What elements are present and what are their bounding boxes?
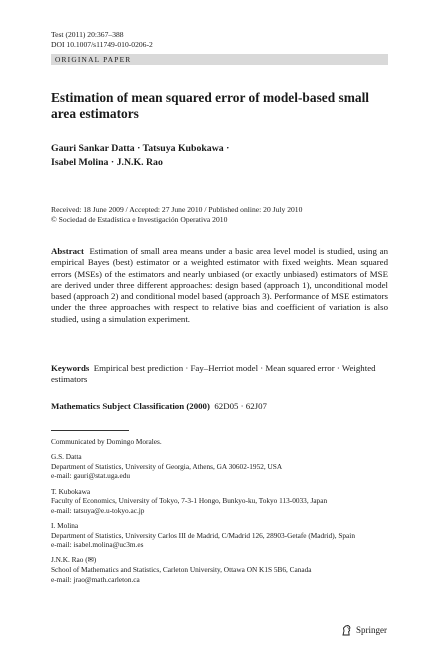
doi: DOI 10.1007/s11749-010-0206-2	[51, 40, 153, 49]
affiliation-address: Faculty of Economics, University of Tokyo, 7-3-1 Hongo, Bunkyo-ku, Tokyo 113-0033, Japan	[51, 496, 328, 506]
abstract-label: Abstract	[51, 246, 84, 256]
author-line-1: Gauri Sankar Datta · Tatsuya Kubokawa ·	[51, 143, 230, 154]
email-link[interactable]: tatsuya@e.u-tokyo.ac.jp	[73, 505, 145, 515]
affiliation-address: Department of Statistics, University Carlos III de Madrid, C/Madrid 126, 28903-Getafe (Madrid), Spain	[51, 530, 355, 540]
affiliation-address: Department of Statistics, University of Georgia, Athens, GA 30602-1952, USA	[51, 461, 283, 471]
affiliation-name: I. Molina	[51, 520, 79, 530]
copyright-line: © Sociedad de Estadística e Investigación Operativa 2010	[51, 215, 228, 225]
email-link[interactable]: jrao@math.carleton.ca	[73, 574, 140, 584]
abstract	[51, 246, 388, 325]
author-affiliation	[51, 452, 388, 481]
affiliation-email-row	[51, 471, 388, 481]
publisher-name: Springer	[356, 625, 387, 635]
msc-codes: 62D05 · 62J07	[214, 401, 267, 411]
author-affiliation	[51, 487, 388, 516]
section-label: ORIGINAL PAPER	[55, 55, 132, 64]
communicated-by: Communicated by Domingo Morales.	[51, 437, 162, 446]
email-label: e-mail:	[51, 471, 72, 481]
affiliation-email-row	[51, 506, 388, 516]
affiliation-name: G.S. Datta	[51, 452, 82, 462]
affiliation-email-row	[51, 540, 388, 550]
keywords-text: Empirical best prediction · Fay–Herriot model · Mean squared error · Weighted estimators	[51, 363, 376, 385]
author-line-2: Isabel Molina · J.N.K. Rao	[51, 156, 163, 168]
history-line: Received: 18 June 2009 / Accepted: 27 June 2010 / Published online: 20 July 2010	[51, 205, 303, 214]
footnotes	[51, 437, 388, 590]
journal-citation: Test (2011) 20:367–388	[51, 30, 124, 39]
springer-horse-icon	[341, 624, 353, 636]
email-label: e-mail:	[51, 505, 72, 515]
author-affiliation	[51, 555, 388, 584]
footnote-rule	[51, 430, 129, 431]
email-label: e-mail:	[51, 574, 72, 584]
msc-classification	[51, 401, 388, 412]
author-list	[51, 142, 371, 169]
journal-header	[51, 30, 153, 50]
email-label: e-mail:	[51, 540, 72, 550]
affiliation-name: J.N.K. Rao (✉)	[51, 555, 97, 565]
publisher-logo	[341, 624, 387, 636]
email-link[interactable]: gauri@stat.uga.edu	[73, 471, 131, 481]
affiliation-address: School of Mathematics and Statistics, Carleton University, Ottawa ON K1S 5B6, Canada	[51, 564, 312, 574]
email-link[interactable]: isabel.molina@uc3m.es	[73, 540, 144, 550]
keywords	[51, 363, 388, 386]
publication-dates	[51, 205, 391, 225]
section-banner	[51, 54, 388, 65]
author-affiliation	[51, 521, 388, 550]
keywords-label: Keywords	[51, 363, 90, 373]
paper-title: Estimation of mean squared error of model-based small area estimators	[51, 90, 370, 121]
affiliation-email-row	[51, 575, 388, 585]
abstract-text: Estimation of small area means under a basic area level model is studied, using an empirical Bayes (best) estimator or a weighted estimator with fixed weights. Mean squared errors (MSEs) of the estimators and nearly unbiased (or exactly unbiased) estimators of MSE are derived under three different approaches: design based (approach 1), unconditional model based (approach 2) and conditional model based (approach 3). Performance of MSE estimators under the three approaches with respect to relative bias and coefficient of variation is also studied, using a simulation experiment.	[51, 246, 388, 324]
msc-label: Mathematics Subject Classification (2000)	[51, 401, 210, 411]
affiliation-name: T. Kubokawa	[51, 486, 91, 496]
